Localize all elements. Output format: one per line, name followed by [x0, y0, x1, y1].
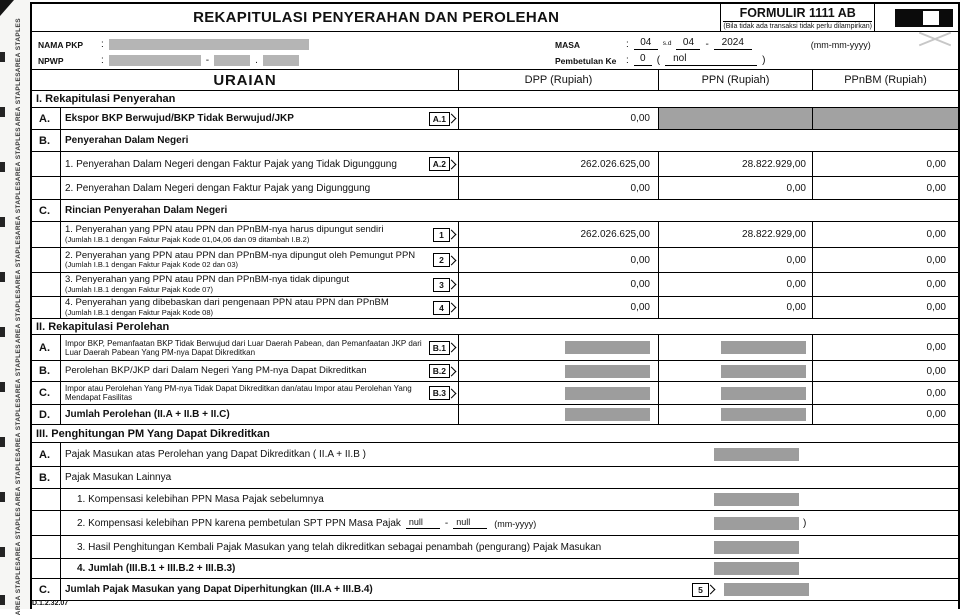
area-staples-label: AREA STAPLES	[14, 126, 22, 181]
page-title: REKAPITULASI PENYERAHAN DAN PEROLEHAN	[193, 9, 560, 26]
code-box-4	[433, 301, 455, 315]
row-label: Perolehan BKP/JKP dari Dalam Negeri Yang PM-nya Dapat Dikreditkan	[65, 364, 367, 376]
row-label: 2. Kompensasi kelebihan PPN karena pembetulan SPT PPN Masa Pajak	[77, 518, 401, 529]
row-label: 1. Kompensasi kelebihan PPN Masa Pajak sebelumnya	[77, 494, 324, 505]
section3-title-row	[32, 425, 958, 443]
ppnbm-value: 0,00	[926, 302, 946, 313]
dash: -	[444, 518, 449, 529]
npwp-label: NPWP	[38, 56, 64, 66]
row-letter: B.	[39, 365, 50, 377]
row-sublabel: (Jumlah I.B.1 dengan Faktur Pajak Kode 01,04,06 dan 09 ditambah I.B.2)	[65, 234, 310, 244]
row-3c	[32, 579, 958, 601]
row-sublabel: (Jumlah I.B.1 dengan Faktur Pajak Kode 02 dan 03)	[65, 260, 239, 269]
form-header	[32, 4, 958, 32]
nama-pkp-label: NAMA PKP	[38, 40, 84, 50]
section1-title-row	[32, 91, 958, 108]
dpp-value: 0,00	[630, 182, 650, 194]
row-1b1	[32, 152, 958, 177]
area-staples-label: AREA STAPLES	[14, 397, 22, 453]
dpp-value-redacted	[565, 365, 650, 378]
code-label: 5	[692, 583, 709, 597]
ppnbm-value: 0,00	[926, 279, 946, 290]
npwp-separator: -	[205, 55, 210, 66]
code-label: A.2	[429, 157, 450, 171]
colon: :	[101, 39, 104, 50]
area-staples-label: AREA STAPLES	[14, 452, 22, 507]
col-header-uraian: URAIAN	[213, 71, 277, 89]
colon: :	[101, 55, 104, 66]
section3-title: III. Penghitungan PM Yang Dapat Dikreditkan	[36, 427, 270, 440]
row-label: Pajak Masukan Lainnya	[65, 472, 172, 483]
row-label: 3. Penyerahan yang PPN atau PPN dan PPnBM-nya tidak dipungut	[65, 274, 350, 285]
pencil-mark	[918, 30, 952, 48]
form-code-cell	[720, 4, 874, 31]
form-code: FORMULIR 1111 AB	[723, 6, 872, 22]
format-hint: (mm-yyyy)	[494, 519, 537, 529]
ppnbm-cell-disabled	[812, 108, 958, 129]
row-1c	[32, 200, 958, 222]
row-letter: D.	[39, 408, 50, 421]
col-header-ppnbm: PPnBM (Rupiah)	[844, 74, 927, 86]
col-header-dpp: DPP (Rupiah)	[524, 74, 593, 86]
ppn-value: 28.822.929,00	[742, 158, 806, 170]
masa-year-value: 2024	[714, 37, 752, 50]
dpp-value: 0,00	[630, 279, 650, 290]
section2-title: II. Rekapitulasi Perolehan	[36, 320, 170, 333]
code-box-3	[433, 278, 455, 292]
pm-value-redacted	[714, 493, 799, 506]
code-box-1	[433, 228, 455, 242]
row-letter: A.	[39, 112, 50, 125]
row-label: 1. Penyerahan yang PPN atau PPN dan PPnBM-nya harus dipungut sendiri	[65, 224, 384, 235]
ppnbm-value: 0,00	[926, 387, 946, 399]
area-staples-label: AREA STAPLES	[14, 289, 22, 344]
row-label: Pajak Masukan atas Perolehan yang Dapat Dikreditkan ( II.A + II.B )	[65, 449, 366, 460]
row-letter: C.	[39, 387, 50, 399]
dpp-value: 262.026.625,00	[580, 158, 650, 170]
ppn-cell-disabled	[658, 108, 812, 129]
pembetulan-value: 0	[634, 53, 652, 66]
pm-value-redacted	[714, 541, 799, 554]
masa-sd-label: s.d	[662, 40, 672, 47]
code-label: 1	[433, 228, 450, 242]
row-label: Rincian Penyerahan Dalam Negeri	[65, 205, 228, 216]
area-staples-label: AREA STAPLES	[14, 560, 22, 615]
pembetulan-masa-to: null	[453, 517, 487, 529]
ppnbm-value: 0,00	[926, 254, 946, 266]
area-staples-label: AREA STAPLES	[14, 18, 22, 73]
ppn-value: 0,00	[786, 302, 806, 313]
code-label: 4	[433, 301, 450, 315]
ppnbm-value: 0,00	[926, 409, 946, 420]
registration-mark-white	[921, 9, 941, 27]
registration-mark-black	[895, 9, 921, 27]
row-label: Penyerahan Dalam Negeri	[65, 135, 189, 146]
row-label: 2. Penyerahan yang PPN atau PPN dan PPnBM-nya dipungut oleh Pemungut PPN	[65, 249, 416, 261]
row-3b2	[32, 511, 958, 536]
code-box-b2	[429, 364, 455, 378]
colon: :	[626, 55, 629, 66]
registration-marks	[874, 4, 958, 31]
pembetulan-masa-from: null	[406, 517, 440, 529]
ppnbm-value: 0,00	[926, 365, 946, 377]
code-label: 2	[433, 253, 450, 267]
open-paren: (	[656, 55, 661, 66]
row-letter: C.	[39, 583, 50, 596]
row-label: 1. Penyerahan Dalam Negeri dengan Faktur Pajak yang Tidak Digunggung	[65, 158, 397, 170]
area-staples-label: AREA STAPLES	[14, 72, 22, 127]
section2-title-row	[32, 319, 958, 335]
masa-to-value: 04	[676, 37, 700, 50]
row-letter: B.	[39, 134, 50, 147]
row-3a	[32, 443, 958, 467]
dpp-value: 0,00	[630, 302, 650, 313]
row-2b	[32, 361, 958, 382]
row-1b2	[32, 177, 958, 200]
code-box-b1	[429, 341, 455, 355]
dpp-value-redacted	[565, 341, 650, 354]
masa-from-value: 04	[634, 37, 658, 50]
code-label: B.1	[429, 341, 450, 355]
code-box-5	[692, 583, 714, 597]
pembetulan-label: Pembetulan Ke	[555, 56, 617, 66]
form-note: (Bila tidak ada transaksi tidak perlu dilampirkan)	[723, 22, 872, 30]
row-letter: A.	[39, 448, 50, 461]
row-label: Impor BKP, Pemanfaatan BKP Tidak Berwujud dari Luar Daerah Pabean, dan Pemanfaatan JKP dari Luar Daerah Pabean Yang PM-nya Dapat Dikreditkan	[65, 338, 422, 357]
ppn-value: 0,00	[786, 279, 806, 290]
row-letter: B.	[39, 471, 50, 484]
registration-mark-black	[941, 9, 953, 27]
npwp-redacted-2	[214, 55, 250, 66]
code-box-b3	[429, 386, 455, 400]
row-label: Jumlah Pajak Masukan yang Dapat Diperhitungkan (III.A + III.B.4)	[65, 584, 373, 595]
area-staples-label: AREA STAPLES	[14, 506, 22, 561]
row-label: Jumlah Perolehan (II.A + II.B + II.C)	[65, 409, 230, 420]
doc-code: D.1.2.32.07	[32, 600, 69, 607]
area-staples-column	[0, 0, 30, 615]
ppnbm-value: 0,00	[926, 182, 946, 194]
code-box-a1	[429, 112, 455, 126]
row-sublabel: (Jumlah I.B.1 dengan Faktur Pajak Kode 08)	[65, 307, 214, 317]
masa-label: MASA	[555, 40, 581, 50]
dpp-value: 262.026.625,00	[580, 229, 650, 240]
ppn-value-redacted	[721, 365, 806, 378]
code-box-2	[433, 253, 455, 267]
ppnbm-value: 0,00	[926, 229, 946, 240]
area-staples-label: AREA STAPLES	[14, 343, 22, 398]
code-label: B.2	[429, 364, 450, 378]
ppn-value: 0,00	[786, 182, 806, 194]
row-label: Impor atau Perolehan Yang PM-nya Tidak Dapat Dikreditkan dan/atau Impor atau Perolehan Yang Mendapat Fasilitas	[65, 384, 412, 402]
code-label: B.3	[429, 386, 450, 400]
pembetulan-words: nol	[665, 53, 757, 66]
row-3b3	[32, 536, 958, 559]
title-cell	[32, 4, 720, 31]
row-3b	[32, 467, 958, 489]
npwp-redacted-3	[263, 55, 299, 66]
row-1c3	[32, 273, 958, 297]
row-1a	[32, 108, 958, 130]
row-1b	[32, 130, 958, 152]
row-2c	[32, 382, 958, 405]
ppn-value-redacted	[721, 387, 806, 400]
row-2a	[32, 335, 958, 361]
area-staples-label: AREA STAPLES	[14, 235, 22, 290]
area-staples-label: AREA STAPLES	[14, 180, 22, 236]
dash: -	[705, 39, 709, 50]
pm-value-redacted	[714, 517, 799, 530]
nama-pkp-redacted	[109, 39, 309, 50]
code-label: 3	[433, 278, 450, 292]
table-header	[32, 69, 958, 91]
ppn-value: 0,00	[786, 254, 806, 266]
row-label: 4. Penyerahan yang dibebaskan dari pengenaan PPN atau PPN dan PPnBM	[65, 297, 389, 308]
row-label: Ekspor BKP Berwujud/BKP Tidak Berwujud/JKP	[65, 113, 294, 124]
row-2d	[32, 405, 958, 425]
pm-value-redacted	[714, 448, 799, 461]
ppn-value: 28.822.929,00	[742, 229, 806, 240]
form-1111ab	[30, 2, 960, 609]
row-1c1	[32, 222, 958, 248]
row-3b1	[32, 489, 958, 511]
close-paren: )	[762, 55, 766, 66]
code-label: A.1	[429, 112, 450, 126]
row-1c4	[32, 297, 958, 319]
staples-strip	[0, 0, 30, 615]
section1-title: I. Rekapitulasi Penyerahan	[36, 93, 176, 105]
dpp-value: 0,00	[630, 254, 650, 266]
ppn-value-redacted	[721, 408, 806, 421]
dpp-value: 0,00	[630, 113, 650, 124]
row-1c2	[32, 248, 958, 273]
npwp-separator: .	[255, 55, 258, 66]
ppn-value-redacted	[721, 341, 806, 354]
identity-block	[32, 32, 958, 70]
colon: :	[626, 39, 629, 50]
dpp-value-redacted	[565, 387, 650, 400]
row-label: 4. Jumlah (III.B.1 + III.B.2 + III.B.3)	[77, 563, 236, 574]
ppnbm-value: 0,00	[926, 342, 946, 353]
masa-format-hint: (mm-mm-yyyy)	[810, 40, 871, 50]
dpp-value-redacted	[565, 408, 650, 421]
ppnbm-value: 0,00	[926, 158, 946, 170]
row-label: 3. Hasil Penghitungan Kembali Pajak Masukan yang telah dikreditkan sebagai penambah (pengurang) Pajak Masukan	[77, 541, 602, 553]
row-letter: C.	[39, 204, 50, 217]
row-label: 2. Penyerahan Dalam Negeri dengan Faktur Pajak yang Digunggung	[65, 182, 371, 194]
pm-value-redacted	[724, 583, 809, 596]
row-letter: A.	[39, 341, 50, 354]
pm-value-redacted	[714, 562, 799, 575]
col-header-ppn: PPN (Rupiah)	[701, 74, 770, 86]
code-box-a2	[429, 157, 455, 171]
npwp-redacted-1	[109, 55, 201, 66]
close-paren: )	[803, 517, 807, 529]
row-3b4	[32, 559, 958, 579]
row-sublabel: (Jumlah I.B.1 dengan Faktur Pajak Kode 07)	[65, 284, 214, 294]
